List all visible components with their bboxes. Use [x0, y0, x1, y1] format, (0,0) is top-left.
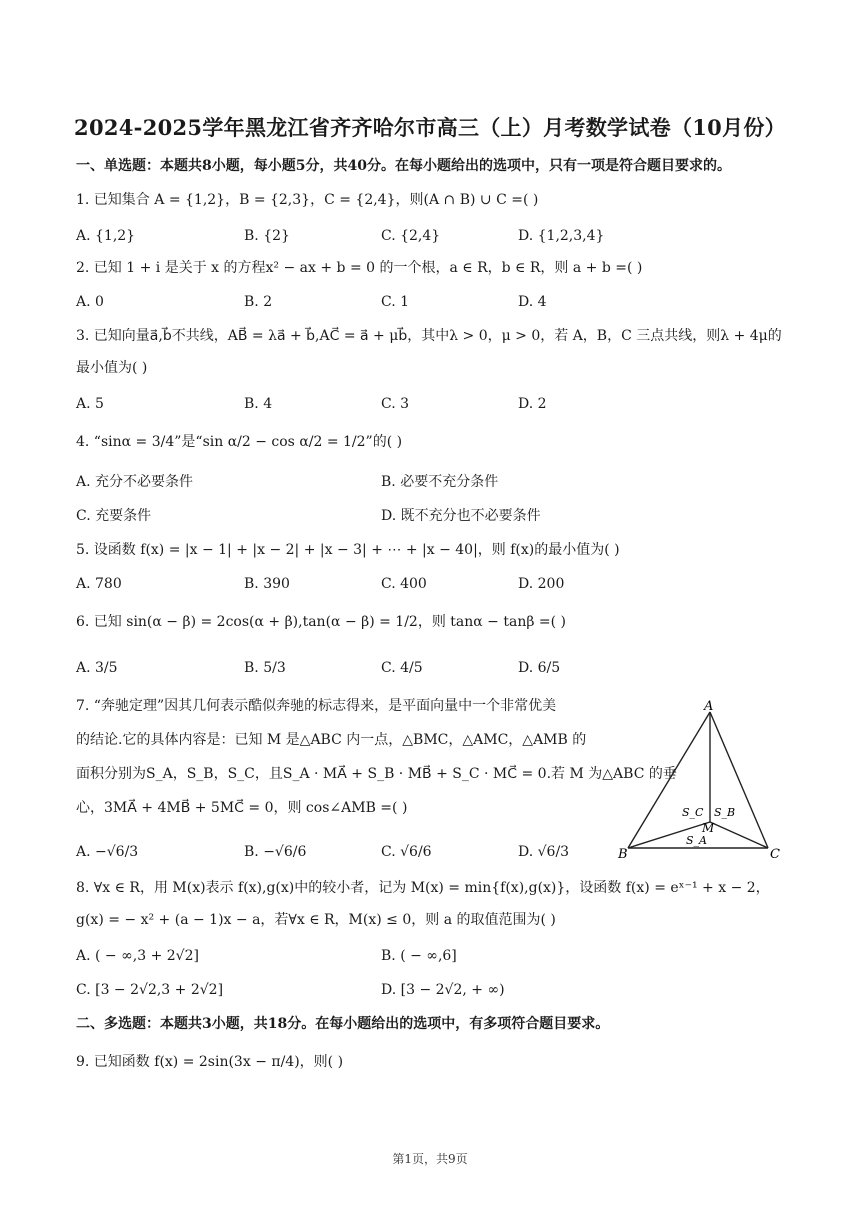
question-3: 3. 已知向量a⃗,b⃗不共线，AB⃗ = λa⃗ + b⃗,AC⃗ = a⃗ + μb⃗，其中λ > 0，μ > 0，若 A，B，C 三点共线，则λ + 4μ的 [76, 328, 782, 344]
q2-option-d: D. 4 [518, 294, 547, 310]
question-4: 4. “sinα = 3/4”是“sin α/2 − cos α/2 = 1/2”的( ) [76, 434, 403, 450]
q6-option-d: D. 6/5 [518, 660, 561, 676]
q3-option-c: C. 3 [381, 396, 410, 412]
area-label-sa: S_A [686, 834, 707, 847]
question-1: 1. 已知集合 A = {1,2}，B = {2,3}，C = {2,4}，则(A ∩ B) ∪ C =( ) [76, 192, 539, 208]
question-7-line-1: 7. “奔驰定理”因其几何表示酷似奔驰的标志得来，是平面向量中一个非常优美 [76, 698, 557, 714]
q3-option-b: B. 4 [244, 396, 273, 412]
question-7-line-2: 的结论.它的具体内容是：已知 M 是△ABC 内一点，△BMC，△AMC，△AMB 的 [76, 732, 587, 748]
question-5: 5. 设函数 f(x) = |x − 1| + |x − 2| + |x − 3| + ⋯ + |x − 40|，则 f(x)的最小值为( ) [76, 542, 620, 558]
section-heading-multi-choice: 二、多选题：本题共3小题，共18分。在每小题给出的选项中，有多项符合题目要求。 [76, 1016, 610, 1032]
page-footer: 第1页，共9页 [392, 1152, 468, 1166]
question-8-cont: g(x) = − x² + (a − 1)x − a，若∀x ∈ R，M(x) ≤ 0，则 a 的取值范围为( ) [76, 912, 556, 928]
q4-option-d: D. 既不充分也不必要条件 [381, 508, 541, 524]
q1-option-b: B. {2} [244, 228, 290, 244]
question-7-line-3: 面积分别为S_A，S_B，S_C，且S_A · MA⃗ + S_B · MB⃗ + S_C · MC⃗ = 0.若 M 为△ABC 的垂 [76, 766, 677, 782]
question-8: 8. ∀x ∈ R，用 M(x)表示 f(x),g(x)中的较小者，记为 M(x) = min{f(x),g(x)}，设函数 f(x) = eˣ⁻¹ + x − 2， [76, 880, 770, 896]
q7-option-a: A. −√6/3 [76, 844, 139, 860]
vertex-label-a: A [704, 700, 714, 714]
edge-ac [710, 712, 768, 848]
q6-option-a: A. 3/5 [76, 660, 118, 676]
q8-option-c: C. [3 − 2√2,3 + 2√2] [76, 982, 224, 998]
page-title: 2024-2025学年黑龙江省齐齐哈尔市高三（上）月考数学试卷（10月份） [74, 115, 786, 140]
q7-option-b: B. −√6/6 [244, 844, 307, 860]
q3-option-a: A. 5 [76, 396, 104, 412]
q6-option-c: C. 4/5 [381, 660, 423, 676]
edge-ab [628, 712, 710, 848]
q6-option-b: B. 5/3 [244, 660, 286, 676]
q4-option-c: C. 充要条件 [76, 508, 152, 524]
q5-option-a: A. 780 [76, 576, 122, 592]
q1-option-c: C. {2,4} [381, 228, 441, 244]
q2-option-c: C. 1 [381, 294, 410, 310]
triangle-diagram [616, 700, 786, 865]
triangle-figure [616, 700, 786, 869]
q7-option-d: D. √6/3 [518, 844, 570, 860]
q5-option-d: D. 200 [518, 576, 565, 592]
q8-option-d: D. [3 − 2√2, + ∞) [381, 982, 505, 998]
point-label-m: M [702, 821, 715, 835]
question-9: 9. 已知函数 f(x) = 2sin(3x − π/4)，则( ) [76, 1054, 344, 1070]
area-label-sb: S_B [714, 806, 736, 819]
question-6: 6. 已知 sin(α − β) = 2cos(α + β),tan(α − β) = 1/2，则 tanα − tanβ =( ) [76, 614, 566, 630]
q3-option-d: D. 2 [518, 396, 547, 412]
q5-option-b: B. 390 [244, 576, 290, 592]
q1-option-a: A. {1,2} [76, 228, 136, 244]
q7-option-c: C. √6/6 [381, 844, 432, 860]
q5-option-c: C. 400 [381, 576, 427, 592]
q1-option-d: D. {1,2,3,4} [518, 228, 605, 244]
area-label-sc: S_C [682, 806, 704, 819]
vertex-label-c: C [770, 847, 780, 862]
question-3-cont: 最小值为( ) [76, 360, 148, 376]
q8-option-b: B. ( − ∞,6] [381, 948, 457, 964]
vertex-label-b: B [618, 847, 628, 862]
question-7-line-4: 心，3MA⃗ + 4MB⃗ + 5MC⃗ = 0，则 cos∠AMB =( ) [76, 800, 408, 816]
q2-option-b: B. 2 [244, 294, 273, 310]
q2-option-a: A. 0 [76, 294, 104, 310]
q4-option-b: B. 必要不充分条件 [381, 474, 499, 490]
section-heading-single-choice: 一、单选题：本题共8小题，每小题5分，共40分。在每小题给出的选项中，只有一项是符合题目要求的。 [76, 158, 731, 174]
q4-option-a: A. 充分不必要条件 [76, 474, 194, 490]
question-2: 2. 已知 1 + i 是关于 x 的方程x² − ax + b = 0 的一个根，a ∈ R，b ∈ R，则 a + b =( ) [76, 260, 643, 276]
q8-option-a: A. ( − ∞,3 + 2√2] [76, 948, 199, 964]
